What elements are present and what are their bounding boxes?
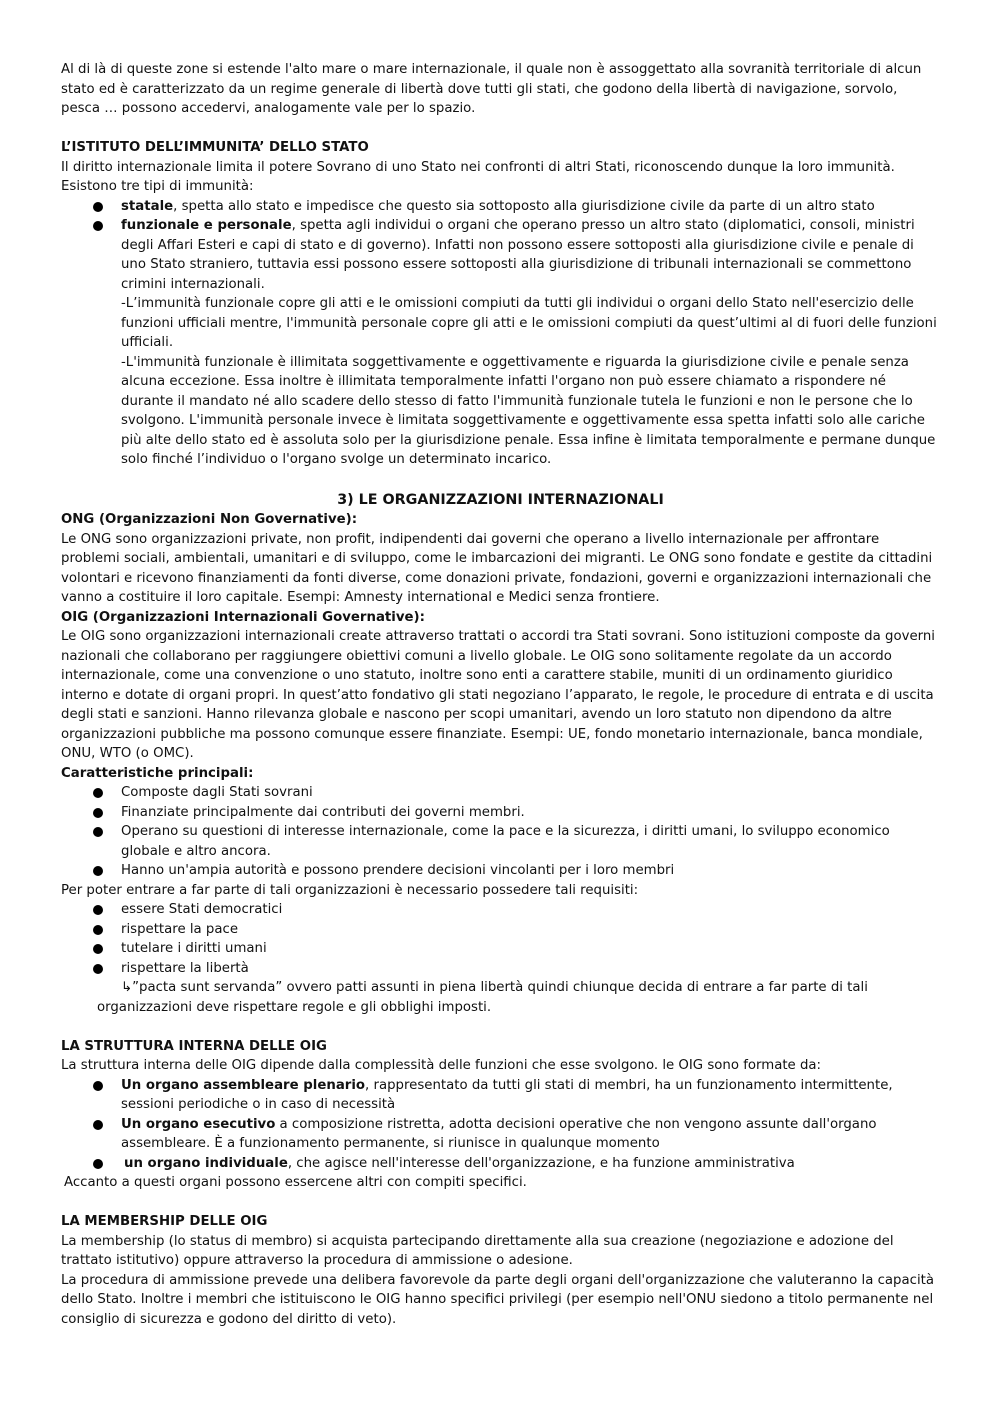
oig-paragraph: Le OIG sono organizzazioni internazionali create attraverso trattati o accordi tra Stati sovrani. Sono istituzioni composte da governi nazionali che collaborano per raggiungere obiettivi comuni a livello globale. Le OIG sono solitamente regolate da un accordo internazionale, come una convenzione o uno statuto, inoltre sono enti a carattere stabile, muniti di un ordinamento giuridico interno e dotate di organi propri. In quest’atto fondativo gli stati negoziano l’apparato, le regole, le procedure di entrata e di uscita degli stati e sanzioni. Hanno rilevanza globale e nascono per scopi umanitari, avendo un loro statuto non dipendono da altre organizzazioni pubbliche ma possono comunque essere finanziate. Esempi: UE, fondo monetario internazionale, banca mondiale, ONU, WTO (o OMC). — [61, 629, 935, 761]
features-list — [61, 783, 940, 881]
list-item: Hanno un'ampia autorità e possono prendere decisioni vincolanti per i loro membri — [121, 861, 940, 881]
intro-paragraph: Al di là di queste zone si estende l'alto mare o mare internazionale, il quale non è assoggettato alla sovranità territoriale di alcun stato ed è caratterizzato da un regime generale di libertà dove tutti gli stati, che godono della libertà di navigazione, sorvolo, pesca … possono accedervi, analogamente vale per lo spazio. — [61, 62, 922, 116]
list-item: rispettare la pace — [121, 920, 940, 940]
ong-paragraph: Le ONG sono organizzazioni private, non profit, indipendenti dai governi che operano a livello internazionale per affrontare problemi sociali, ambientali, umanitari e di sviluppo, come le imbarcazioni dei migranti. Le ONG sono fondate e gestite da cittadini volontari e ricevono finanziamenti da fonti diverse, come donazioni private, fondazioni, governi e organizzazioni internazionali che vanno a costituire il loro capitale. Esempi: Amnesty international e Medici senza frontiere. — [61, 531, 933, 605]
immunity-sub-paragraph: -L’immunità funzionale copre gli atti e le omissioni compiuti da tutti gli individui o organi dello Stato nell'esercizio delle funzioni ufficiali mentre, l'immunità personale copre gli atti e le omissioni compiuti da quest’ultimi al di fuori delle funzioni ufficiali. — [121, 296, 937, 350]
list-item: Finanziate principalmente dai contributi dei governi membri. — [121, 803, 940, 823]
immunity-sub-paragraph: -L'immunità funzionale è illimitata soggettivamente e oggettivamente e riguarda la giurisdizione civile e penale senza alcuna eccezione. Essa inoltre è illimitata temporalmente infatti l'organo non può essere chiamato a rispondere né durante il mandato né allo scadere dello stesso di fatto l'immunità funzionale tutela le funzioni e non le persone che lo svolgono. L'immunità personale invece è limitata soggettivamente e oggettivamente essa spetta infatti solo alle cariche più alte dello stato ed è assoluta solo per la giurisdizione penale. Essa infine è limitata temporalmente e permane dunque solo finché l’individuo o l'organo svolge un determinato incarico. — [121, 354, 936, 467]
requirements-list — [61, 900, 940, 978]
list-item-text: a composizione ristretta, adotta decisioni operative che non vengono assunte dall'organo assembleare. È a funzionamento permanente, si riunisce in qualunque momento — [121, 1116, 877, 1151]
membership-paragraph: La procedura di ammissione prevede una delibera favorevole da parte degli organi dell'organizzazione che valuteranno la capacità dello Stato. Inoltre i membri che istituiscono le OIG hanno specifici privilegi (per esempio nell'ONU siedono a titolo permanente nel consiglio di sicurezza e godono del diritto di veto). — [61, 1272, 935, 1327]
section-title: 3) LE ORGANIZZAZIONI INTERNAZIONALI — [337, 491, 664, 508]
requirements-intro: Per poter entrare a far parte di tali organizzazioni è necessario possedere tali requisiti: — [61, 882, 639, 898]
list-item — [121, 197, 940, 217]
list-item: essere Stati democratici — [121, 900, 940, 920]
oig-heading: OIG (Organizzazioni Internazionali Governative): — [61, 609, 425, 625]
ong-heading: ONG (Organizzazioni Non Governative): — [61, 512, 358, 527]
list-item — [121, 1076, 940, 1115]
list-item-bold: un organo individuale — [124, 1155, 288, 1171]
list-item: Composte dagli Stati sovrani — [121, 783, 940, 803]
list-item-bold: funzionale e personale — [121, 218, 292, 233]
structure-heading: LA STRUTTURA INTERNA DELLE OIG — [61, 1038, 327, 1054]
list-item-text: , spetta allo stato e impedisce che questo sia sottoposto alla giurisdizione civile da parte di un altro stato — [173, 198, 875, 214]
structure-intro: La struttura interna delle OIG dipende dalla complessità delle funzioni che esse svolgono. le OIG sono formate da: — [61, 1058, 822, 1073]
list-item: Operano su questioni di interesse internazionale, come la pace e la sicurezza, i diritti umani, lo sviluppo economico globale e altro ancora. — [121, 822, 940, 861]
pacta-line: ↳”pacta sunt servanda” ovvero patti assunti in piena libertà quindi chiunque decida di entrare a far parte di tali — [121, 980, 868, 995]
structure-outro: Accanto a questi organi possono essercene altri con compiti specifici. — [64, 1175, 527, 1190]
pacta-line: organizzazioni deve rispettare regole e gli obblighi imposti. — [97, 999, 492, 1015]
immunity-list — [61, 197, 940, 470]
immunity-heading: L’ISTITUTO DELL’IMMUNITA’ DELLO STATO — [61, 140, 369, 155]
list-item: rispettare la libertà — [121, 959, 940, 979]
list-item-text: , rappresentato da tutti gli stati di membri, ha un funzionamento intermittente, sessioni periodiche o in caso di necessità — [121, 1077, 893, 1112]
list-item-bold: Un organo esecutivo — [121, 1116, 276, 1132]
list-item-bold: statale — [121, 198, 174, 214]
list-item — [121, 1154, 940, 1174]
membership-heading: LA MEMBERSHIP DELLE OIG — [61, 1214, 268, 1229]
list-item: tutelare i diritti umani — [121, 939, 940, 959]
list-item-text: , spetta agli individui o organi che operano presso un altro stato (diplomatici, consoli, ministri degli Affari Esteri e capi di stato e di governo). Infatti non possono essere sottoposti alla giurisdizione civile e penale di uno Stato straniero, tuttavia essi possono essere sottoposti alla giurisdizione di tribunali internazionali se commettono crimini internazionali. — [121, 218, 915, 292]
features-heading: Caratteristiche principali: — [61, 765, 254, 781]
immunity-intro: Il diritto internazionale limita il potere Sovrano di uno Stato nei confronti di altri Stati, riconoscendo dunque la loro immunità. Esistono tre tipi di immunità: — [61, 159, 895, 194]
membership-paragraph: La membership (lo status di membro) si acquista partecipando direttamente alla sua creazione (negoziazione e adozione del trattato istitutivo) oppure attraverso la procedura di ammissione o adesione. — [61, 1233, 894, 1268]
structure-list — [61, 1076, 940, 1174]
list-item-text: , che agisce nell'interesse dell'organizzazione, e ha funzione amministrativa — [287, 1155, 795, 1171]
list-item-bold: Un organo assembleare plenario — [121, 1077, 366, 1093]
list-item — [121, 216, 940, 470]
list-item — [121, 1115, 940, 1154]
